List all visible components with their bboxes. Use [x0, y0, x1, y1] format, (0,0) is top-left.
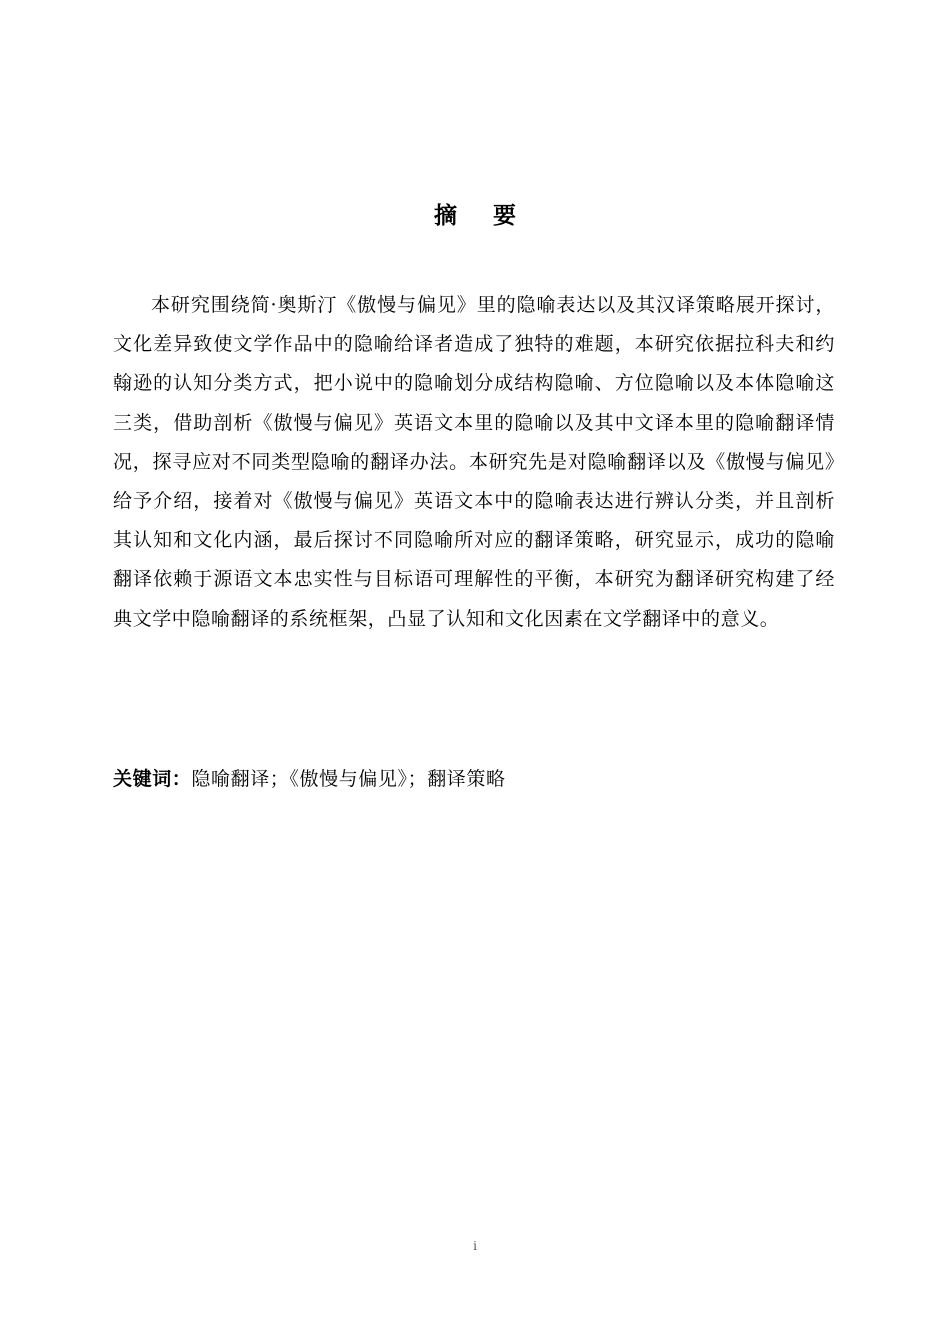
keywords-label: 关键词：	[113, 768, 192, 790]
abstract-body: 本研究围绕简·奥斯汀《傲慢与偏见》里的隐喻表达以及其汉译策略展开探讨，文化差异致使文学作品中的隐喻给译者造成了独特的难题，本研究依据拉科夫和约翰逊的认知分类方式，把小说中的隐喻划分成结构隐喻、方位隐喻以及本体隐喻这三类，借助剖析《傲慢与偏见》英语文本里的隐喻以及其中文译本里的隐喻翻译情况，探寻应对不同类型隐喻的翻译办法。本研究先是对隐喻翻译以及《傲慢与偏见》给予介绍，接着对《傲慢与偏见》英语文本中的隐喻表达进行辨认分类，并且剖析其认知和文化内涵，最后探讨不同隐喻所对应的翻译策略，研究显示，成功的隐喻翻译依赖于源语文本忠实性与目标语可理解性的平衡，本研究为翻译研究构建了经典文学中隐喻翻译的系统框架，凸显了认知和文化因素在文学翻译中的意义。	[113, 294, 835, 630]
abstract-title: 摘 要	[433, 203, 530, 229]
keywords-text: 隐喻翻译；《傲慢与偏见》；翻译策略	[191, 768, 506, 790]
page-number: i	[473, 1239, 477, 1253]
keywords-line	[113, 760, 835, 799]
